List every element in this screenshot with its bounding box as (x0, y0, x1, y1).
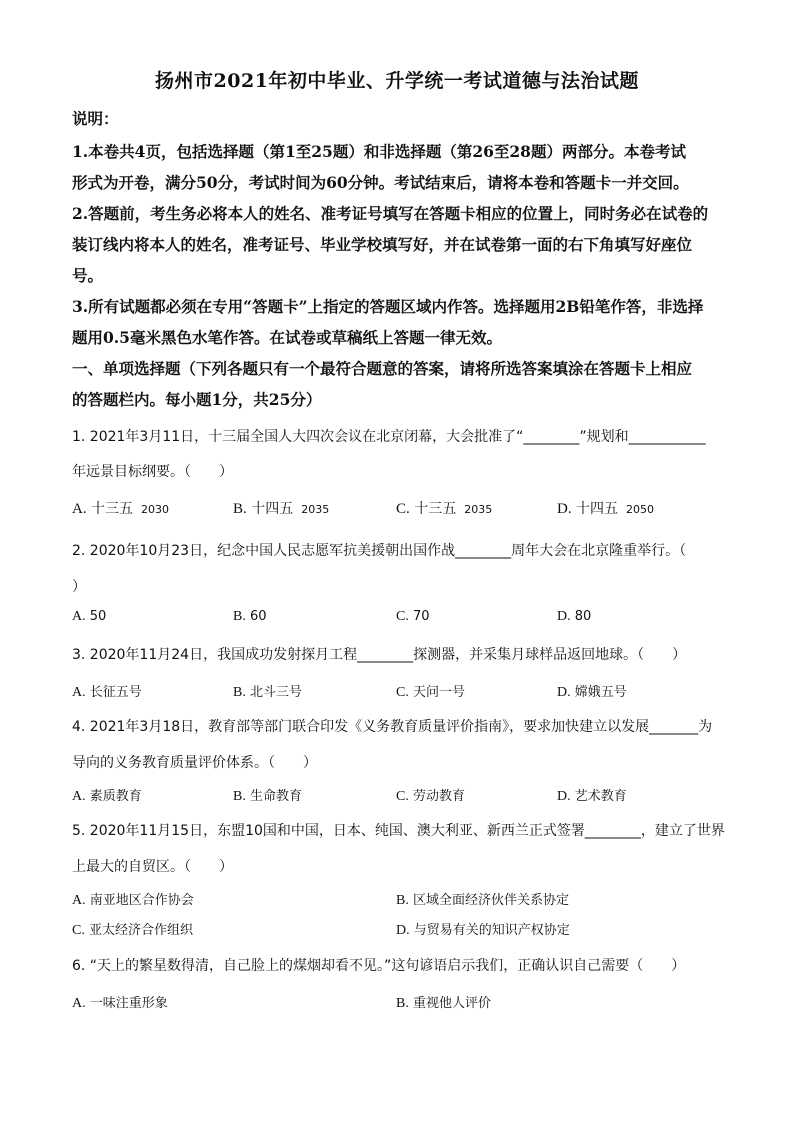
question-2-option-b: B. 60 (233, 609, 267, 624)
section-heading: 的答题栏内。每小题1分，共25分） (72, 390, 322, 409)
question-3-option-d: D. 嫦娥五号 (557, 685, 627, 700)
intro-line: 装订线内将本人的姓名，准考证号、毕业学校填写好，并在试卷第一面的右下角填写好座位 (72, 235, 693, 254)
intro-line: 1.本卷共4页，包括选择题（第1至25题）和非选择题（第26至28题）两部分。本卷考试 (72, 142, 686, 161)
question-1-option-b: B. 十四五 2035 (233, 501, 330, 517)
question-6-text: 6. “天上的繁星数得清，自己脸上的煤烟却看不见。”这句谚语启示我们，正确认识自己需要（ ） (72, 958, 686, 974)
question-2-text: 2. 2020年10月23日，纪念中国人民志愿军抗美援朝出国作战________周年大会在北京隆重举行。（ (72, 543, 687, 559)
question-3-option-b: B. 北斗三号 (233, 685, 302, 700)
question-4-text: 4. 2021年3月18日，教育部等部门联合印发《义务教育质量评价指南》，要求加快建立以发展_______为 (72, 719, 713, 735)
question-3-option-a: A. 长征五号 (72, 685, 142, 700)
question-3-option-c: C. 天问一号 (396, 685, 465, 700)
question-3-text: 3. 2020年11月24日，我国成功发射探月工程________探测器，并采集月球样品返回地球。（ ） (72, 647, 687, 663)
question-4-option-d: D. 艺术教育 (557, 789, 627, 804)
intro-line: 3.所有试题都必须在专用“答题卡”上指定的答题区域内作答。选择题用2B铅笔作答，非选择 (72, 297, 704, 316)
question-5-option-a: A. 南亚地区合作协会 (72, 893, 194, 908)
intro-line: 形式为开卷，满分50分，考试时间为60分钟。考试结束后，请将本卷和答题卡一并交回。 (72, 173, 689, 192)
question-2-option-c: C. 70 (396, 609, 430, 624)
question-2-text: ） (72, 579, 86, 595)
question-5-option-d: D. 与贸易有关的知识产权协定 (396, 923, 570, 938)
question-1-option-d: D. 十四五 2050 (557, 501, 655, 517)
exam-title: 扬州市2021年初中毕业、升学统一考试道德与法治试题 (155, 70, 639, 92)
question-4-text: 导向的义务教育质量评价体系。（ ） (72, 755, 317, 771)
question-1-option-c: C. 十三五 2035 (396, 501, 493, 517)
intro-line: 2.答题前，考生务必将本人的姓名、准考证号填写在答题卡相应的位置上，同时务必在试卷的 (72, 204, 709, 223)
question-1-option-a: A. 十三五 2030 (72, 501, 170, 517)
intro-heading: 说明： (72, 109, 119, 128)
question-5-option-c: C. 亚太经济合作组织 (72, 923, 193, 938)
question-1-text: 1. 2021年3月11日，十三届全国人大四次会议在北京闭幕，大会批准了“________”规划和___________ (72, 429, 706, 445)
question-5-option-b: B. 区域全面经济伙伴关系协定 (396, 893, 569, 908)
question-6-option-b: B. 重视他人评价 (396, 996, 491, 1011)
question-5-text: 上最大的自贸区。（ ） (72, 859, 233, 875)
question-4-option-c: C. 劳动教育 (396, 789, 465, 804)
question-2-option-d: D. 80 (557, 609, 592, 624)
section-heading: 一、单项选择题（下列各题只有一个最符合题意的答案，请将所选答案填涂在答题卡上相应 (72, 359, 693, 378)
question-1-text: 年远景目标纲要。（ ） (72, 464, 233, 480)
question-4-option-b: B. 生命教育 (233, 789, 302, 804)
question-4-option-a: A. 素质教育 (72, 789, 142, 804)
intro-line: 题用0.5毫米黑色水笔作答。在试卷或草稿纸上答题一律无效。 (72, 328, 502, 347)
intro-line: 号。 (72, 266, 104, 285)
question-6-option-a: A. 一味注重形象 (72, 996, 168, 1011)
question-5-text: 5. 2020年11月15日，东盟10国和中国，日本、纯国、澳大利亚、新西兰正式签署________，建立了世界 (72, 823, 725, 839)
question-2-option-a: A. 50 (72, 609, 107, 624)
